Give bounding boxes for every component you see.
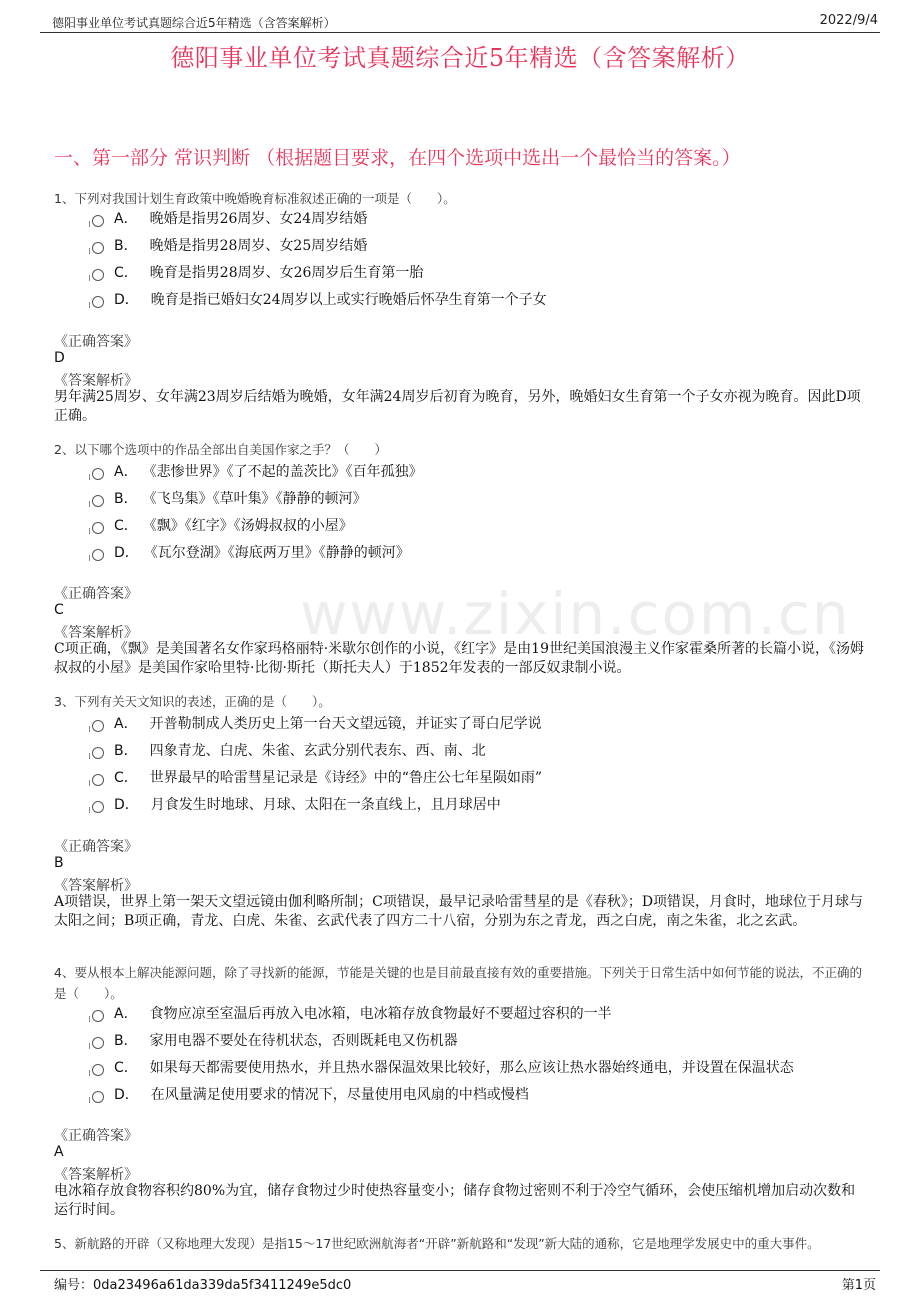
question-4-answer: A bbox=[54, 1144, 64, 1160]
question-3-explanation: A项错误，世界上第一架天文望远镜由伽利略所制；C项错误，最早记录哈雷彗星的是《春秋》；D项错误，月食时，地球位于月球与太阳之间；B项正确，青龙、白虎、朱雀、玄武代表了四方二十八宿，分别为东之青龙，西之白虎，南之朱雀，北之玄武。 bbox=[54, 894, 864, 929]
question-1-option-a[interactable]: A． 晚婚是指男26周岁、女24周岁结婚 bbox=[92, 208, 367, 228]
question-1-explain-label: 《答案解析》 bbox=[54, 373, 138, 389]
radio-icon[interactable] bbox=[92, 1010, 104, 1022]
question-1-option-d[interactable]: D． 晚育是指已婚妇女24周岁以上或实行晚婚后怀孕生育第一个子女 bbox=[92, 289, 547, 309]
radio-icon[interactable] bbox=[92, 296, 104, 308]
page-title: 德阳事业单位考试真题综合近5年精选（含答案解析） bbox=[170, 44, 750, 72]
document-code: 编号：0da23496a61da339da5f3411249e5dc0 bbox=[54, 1278, 352, 1293]
question-3-option-b[interactable]: B． 四象青龙、白虎、朱雀、玄武分别代表东、西、南、北 bbox=[92, 740, 486, 760]
question-3-option-a[interactable]: A． 开普勒制成人类历史上第一台天文望远镜，并证实了哥白尼学说 bbox=[92, 713, 542, 733]
page-header bbox=[40, 12, 880, 33]
question-3-answer: B bbox=[54, 855, 64, 871]
question-4-explanation: 电冰箱存放食物容积约80%为宜，储存食物过少时使热容量变小；储存食物过密则不利于冷空气循环，会使压缩机增加启动次数和运行时间。 bbox=[54, 1183, 856, 1218]
radio-icon[interactable] bbox=[92, 1064, 104, 1076]
radio-icon[interactable] bbox=[92, 801, 104, 813]
header-date: 2022/9/4 bbox=[819, 13, 878, 28]
radio-icon[interactable] bbox=[92, 1091, 104, 1103]
question-2-explain-label: 《答案解析》 bbox=[54, 625, 138, 641]
page-footer bbox=[40, 1270, 880, 1293]
question-4-option-c[interactable]: C． 如果每天都需要使用热水，并且热水器保温效果比较好，那么应该让热水器始终通电，并设置在保温状态 bbox=[92, 1057, 794, 1077]
question-2-option-c[interactable]: C． 《飘》《红字》《汤姆叔叔的小屋》 bbox=[92, 515, 353, 535]
radio-icon[interactable] bbox=[92, 720, 104, 732]
header-doc-title: 德阳事业单位考试真题综合近5年精选（含答案解析） bbox=[52, 16, 336, 30]
question-2-option-a[interactable]: A． 《悲惨世界》《了不起的盖茨比》《百年孤独》 bbox=[92, 461, 423, 481]
question-2-text: 2、以下哪个选项中的作品全部出自美国作家之手？（ ） bbox=[54, 442, 387, 457]
section-heading: 一、第一部分 常识判断 （根据题目要求，在四个选项中选出一个最恰当的答案。） bbox=[54, 147, 741, 169]
question-4-answer-label: 《正确答案》 bbox=[54, 1128, 138, 1144]
radio-icon[interactable] bbox=[92, 269, 104, 281]
question-3-answer-label: 《正确答案》 bbox=[54, 839, 138, 855]
question-1-answer-label: 《正确答案》 bbox=[54, 334, 138, 350]
radio-icon[interactable] bbox=[92, 1037, 104, 1049]
question-2-answer-label: 《正确答案》 bbox=[54, 586, 138, 602]
question-5-text: 5、新航路的开辟（又称地理大发现）是指15～17世纪欧洲航海者“开辟”新航路和“发现”新大陆的通称，它是地理学发展史中的重大事件。 bbox=[54, 1236, 820, 1251]
question-4-explain-label: 《答案解析》 bbox=[54, 1167, 138, 1183]
radio-icon[interactable] bbox=[92, 549, 104, 561]
question-2-option-d[interactable]: D． 《瓦尔登湖》《海底两万里》《静静的顿河》 bbox=[92, 542, 410, 562]
question-2-explanation: C项正确，《飘》是美国著名女作家玛格丽特·米歇尔创作的小说，《红字》是由19世纪美国浪漫主义作家霍桑所著的长篇小说，《汤姆叔叔的小屋》是美国作家哈里特·比彻·斯托（斯托夫人）于1852年发表的一部反奴隶制小说。 bbox=[54, 641, 864, 676]
question-3-text: 3、下列有关天文知识的表述，正确的是（ ）。 bbox=[54, 694, 331, 709]
radio-icon[interactable] bbox=[92, 747, 104, 759]
question-2-answer: C bbox=[54, 602, 64, 618]
question-1-option-b[interactable]: B． 晚婚是指男28周岁、女25周岁结婚 bbox=[92, 235, 367, 255]
question-1-answer: D bbox=[54, 350, 65, 366]
question-4-option-a[interactable]: A． 食物应凉至室温后再放入电冰箱，电冰箱存放食物最好不要超过容积的一半 bbox=[92, 1003, 612, 1023]
question-3-option-c[interactable]: C． 世界最早的哈雷彗星记录是《诗经》中的“鲁庄公七年星陨如雨” bbox=[92, 767, 542, 787]
radio-icon[interactable] bbox=[92, 215, 104, 227]
radio-icon[interactable] bbox=[92, 468, 104, 480]
page-number: 第1页 bbox=[841, 1278, 876, 1293]
question-1-option-c[interactable]: C． 晚育是指男28周岁、女26周岁后生育第一胎 bbox=[92, 262, 423, 282]
watermark: www.zixin.com.cn bbox=[300, 580, 851, 648]
radio-icon[interactable] bbox=[92, 242, 104, 254]
question-1-explanation: 男年满25周岁、女年满23周岁后结婚为晚婚，女年满24周岁后初育为晚育，另外，晚婚妇女生育第一个子女亦视为晚育。因此D项正确。 bbox=[54, 389, 861, 424]
radio-icon[interactable] bbox=[92, 495, 104, 507]
question-4-option-d[interactable]: D． 在风量满足使用要求的情况下，尽量使用电风扇的中档或慢档 bbox=[92, 1084, 529, 1104]
question-4-option-b[interactable]: B． 家用电器不要处在待机状态，否则既耗电又伤机器 bbox=[92, 1030, 458, 1050]
question-2-option-b[interactable]: B． 《飞鸟集》《草叶集》《静静的顿河》 bbox=[92, 488, 367, 508]
question-3-option-d[interactable]: D． 月食发生时地球、月球、太阳在一条直线上，且月球居中 bbox=[92, 794, 501, 814]
question-4-text: 4、要从根本上解决能源问题，除了寻找新的能源，节能是关键的也是目前最直接有效的重要措施。下列关于日常生活中如何节能的说法，不正确的是（ ）。 bbox=[54, 965, 862, 1001]
question-3-explain-label: 《答案解析》 bbox=[54, 878, 138, 894]
question-1-text: 1、下列对我国计划生育政策中晚婚晚育标准叙述正确的一项是（ ）。 bbox=[54, 191, 456, 206]
radio-icon[interactable] bbox=[92, 522, 104, 534]
radio-icon[interactable] bbox=[92, 774, 104, 786]
